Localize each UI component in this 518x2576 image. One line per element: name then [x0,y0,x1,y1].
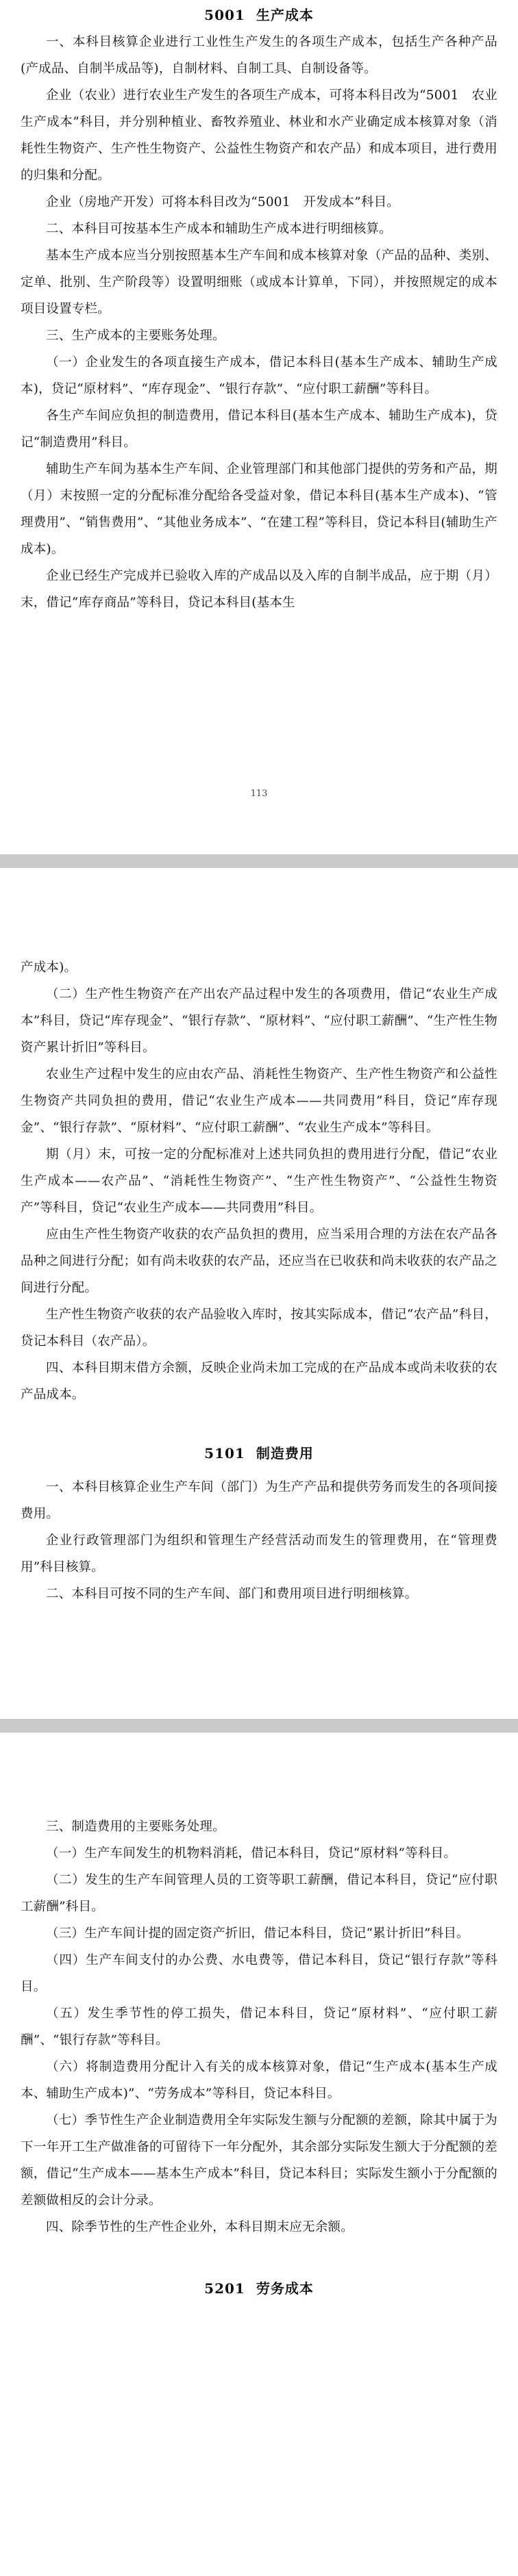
paragraph: 产成本)。 [21,960,77,975]
paragraph: （一）生产车间发生的机物料消耗，借记本科目，贷记“原材料”等科目。 [46,1846,457,1861]
page-number: 113 [250,789,268,799]
paragraph: 企业已经生产完成并已验收入库的产成品以及入库的自制半成品，应于期（月）末，借记“库存商品”等科目，贷记本科目(基本生 [21,569,497,610]
section-code: 5001 [204,7,245,23]
paragraph: 二、本科目可按基本生产成本和辅助生产成本进行明细核算。 [46,222,392,236]
paragraph: 四、除季节性的生产性企业外，本科目期末应无余额。 [46,2220,354,2234]
paragraph: 三、制造费用的主要账务处理。 [46,1820,225,1834]
paragraph: 企业行政管理部门为组织和管理生产经营活动而发生的管理费用，在“管理费用”科目核算。 [21,1533,497,1574]
document-page-114 [0,868,518,1719]
paragraph: 辅助生产车间为基本生产车间、企业管理部门和其他部门提供的劳务和产品，期（月）末按照一定的分配标准分配给各受益对象，借记本科目(基本生产成本)、“管理费用”、“销售费用”、“其他业务成本”、“在建工程”等科目，贷记本科目(辅助生产成本)。 [21,462,497,557]
section-title-5101 [21,1440,497,1467]
paragraph: 企业（农业）进行农业生产发生的各项生产成本，可将本科目改为“5001 农业生产成本”科目，并分别种植业、畜牧养殖业、林业和水产业确定成本核算对象（消耗性生物资产、生产性生物资产、公益性生物资产和农产品）和成本项目，进行费用的归集和分配。 [21,88,497,183]
paragraph: 基本生产成本应当分别按照基本生产车间和成本核算对象（产品的品种、类别、定单、批别、生产阶段等）设置明细账（或成本计算单，下同），并按照规定的成本项目设置专栏。 [21,248,497,316]
paragraph: 各生产车间应负担的制造费用，借记本科目(基本生产成本、辅助生产成本)，贷记“制造费用”科目。 [21,409,497,450]
paragraph: 期（月）末，可按一定的分配标准对上述共同负担的费用进行分配，借记“农业生产成本——农产品”、“消耗性生物资产”、“生产性生物资产”、“公益性生物资产”等科目，贷记“农业生产成本——共同费用”科目。 [21,1147,497,1215]
document-page-113 [0,0,518,854]
paragraph: 二、本科目可按不同的生产车间、部门和费用项目进行明细核算。 [46,1587,418,1601]
paragraph: 农业生产过程中发生的应由农产品、消耗性生物资产、生产性生物资产和公益性生物资产共同负担的费用，借记“农业生产成本——共同费用”科目，贷记“库存现金”、“银行存款”、“原材料”、“应付职工薪酬”、“农业生产成本”等科目。 [21,1067,497,1135]
paragraph: （三）生产车间计提的固定资产折旧，借记本科目，贷记“累计折旧”科目。 [46,1926,469,1941]
paragraph: 应由生产性生物资产收获的农产品负担的费用，应当采用合理的方法在农产品各品种之间进行分配；如有尚未收获的农产品，还应当在已收获和尚未收获的农产品之间进行分配。 [21,1227,497,1295]
paragraph: 三、生产成本的主要账务处理。 [46,329,225,343]
paragraph: （四）生产车间支付的办公费、水电费等，借记本科目，贷记“银行存款”等科目。 [21,1953,497,1994]
paragraph: 一、本科目核算企业进行工业性生产发生的各项生产成本，包括生产各种产品(产成品、自制半成品等)，自制材料、自制工具、自制设备等。 [21,35,497,76]
paragraph: （二）发生的生产车间管理人员的工资等职工薪酬，借记本科目，贷记“应付职工薪酬”科目。 [21,1873,497,1914]
section-code: 5101 [204,1445,245,1462]
paragraph: （二）生产性生物资产在产出农产品过程中发生的各项费用，借记“农业生产成本”科目，贷记“库存现金”、“银行存款”、“原材料”、“应付职工薪酬”、“生产性生物资产累计折旧”等科目。 [21,987,497,1055]
section-name: 生产成本 [256,7,314,23]
paragraph: （七）季节性生产企业制造费用全年实际发生额与分配额的差额，除其中属于为下一年开工生产做准备的可留待下一年分配外，其余部分实际发生额大于分配额的差额，借记“生产成本——基本生产成本”科目，贷记本科目；实际发生额小于分配额的差额做相反的会计分录。 [21,2113,497,2208]
paragraph: 四、本科目期末借方余额，反映企业尚未加工完成的在产品成本或尚未收获的农产品成本。 [21,1361,497,1402]
section-title-5001 [21,1,497,29]
paragraph: 生产性生物资产收获的农产品验收入库时，按其实际成本，借记“农产品”科目，贷记本科目（农产品）。 [21,1308,497,1349]
document-page-115 [0,1733,518,2576]
section-code: 5201 [204,2280,245,2297]
paragraph: （六）将制造费用分配计入有关的成本核算对象，借记“生产成本(基本生产成本、辅助生产成本)”、“劳务成本”等科目，贷记本科目。 [21,2060,497,2101]
paragraph: （五）发生季节性的停工损失，借记本科目，贷记“原材料”、“应付职工薪酬”、“银行存款”等科目。 [21,2006,497,2048]
section-name: 制造费用 [256,1445,314,1462]
paragraph: 一、本科目核算企业生产车间（部门）为生产产品和提供劳务而发生的各项间接费用。 [21,1480,497,1521]
section-title-5201 [21,2275,497,2302]
section-name: 劳务成本 [256,2280,314,2297]
paragraph: 企业（房地产开发）可将本科目改为“5001 开发成本”科目。 [46,195,399,209]
paragraph: （一）企业发生的各项直接生产成本，借记本科目(基本生产成本、辅助生产成本)，贷记“原材料”、“库存现金”、“银行存款”、“应付职工薪酬”等科目。 [21,355,497,396]
